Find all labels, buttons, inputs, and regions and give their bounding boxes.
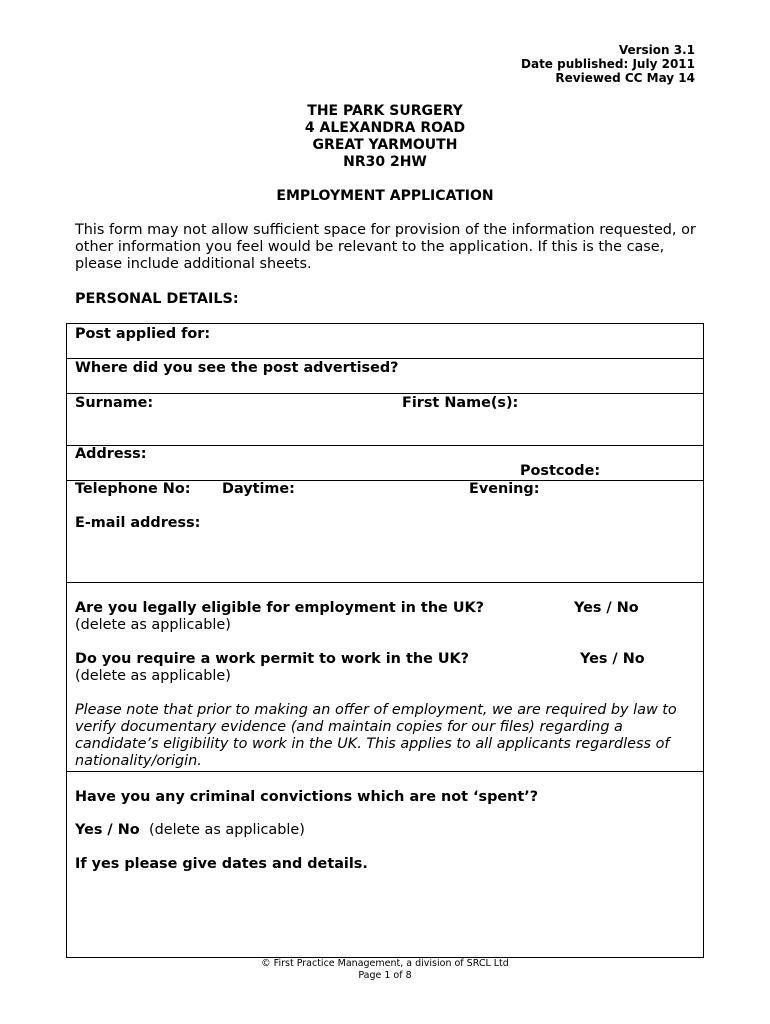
- work-permit-options: Yes / No: [580, 651, 645, 667]
- page-footer: [0, 958, 770, 982]
- verification-notice: Please note that prior to making an offer of employment, we are required by law to verify documentary evidence (and maintain copies for our files) regarding a candidate’s eligibility to work in the UK. This applies to all applicants regardless of nationality/origin.: [75, 702, 677, 769]
- reviewed-text: Reviewed CC May 14: [555, 71, 695, 85]
- eligibility-section: [66, 582, 704, 772]
- evening-label: Evening:: [469, 481, 540, 497]
- post-applied-label: Post applied for:: [75, 326, 211, 342]
- eligibility-question: Are you legally eligible for employment in the UK?: [75, 600, 485, 616]
- postcode-line: NR30 2HW: [343, 154, 427, 170]
- email-label: E-mail address:: [75, 515, 201, 531]
- work-permit-question: Do you require a work permit to work in the UK?: [75, 651, 470, 667]
- personal-details-table: [66, 323, 704, 583]
- copyright-text: © First Practice Management, a division of SRCL Ltd: [261, 958, 509, 969]
- page-number: Page 1 of 8: [358, 970, 412, 981]
- surname-label: Surname:: [75, 395, 154, 411]
- document-meta: [521, 43, 695, 85]
- daytime-label: Daytime:: [222, 481, 295, 497]
- date-published-text: Date published: July 2011: [521, 57, 695, 71]
- postcode-label: Postcode:: [520, 463, 601, 479]
- form-title: EMPLOYMENT APPLICATION: [276, 188, 494, 204]
- advertised-label: Where did you see the post advertised?: [75, 360, 399, 376]
- work-permit-note: (delete as applicable): [75, 668, 231, 684]
- convictions-question: Have you any criminal convictions which are not ‘spent’?: [75, 789, 539, 805]
- intro-paragraph: This form may not allow sufficient space for provision of the information requested, or other information you feel would be relevant to the application. If this is the case, please include additional sheets.: [75, 222, 696, 272]
- personal-details-heading: PERSONAL DETAILS:: [75, 291, 239, 307]
- convictions-note: (delete as applicable): [149, 822, 305, 838]
- first-names-label: First Name(s):: [402, 395, 519, 411]
- convictions-details-label: If yes please give dates and details.: [75, 856, 368, 872]
- eligibility-note: (delete as applicable): [75, 617, 231, 633]
- practice-address: [0, 103, 770, 171]
- practice-name: THE PARK SURGERY: [307, 103, 463, 119]
- eligibility-options: Yes / No: [574, 600, 639, 616]
- address-label: Address:: [75, 446, 147, 462]
- town-line: GREAT YARMOUTH: [312, 137, 458, 153]
- telephone-label: Telephone No:: [75, 481, 191, 497]
- convictions-options: Yes / No: [75, 822, 140, 838]
- convictions-section: [66, 771, 704, 958]
- street-line: 4 ALEXANDRA ROAD: [304, 120, 466, 136]
- version-text: Version 3.1: [618, 43, 695, 57]
